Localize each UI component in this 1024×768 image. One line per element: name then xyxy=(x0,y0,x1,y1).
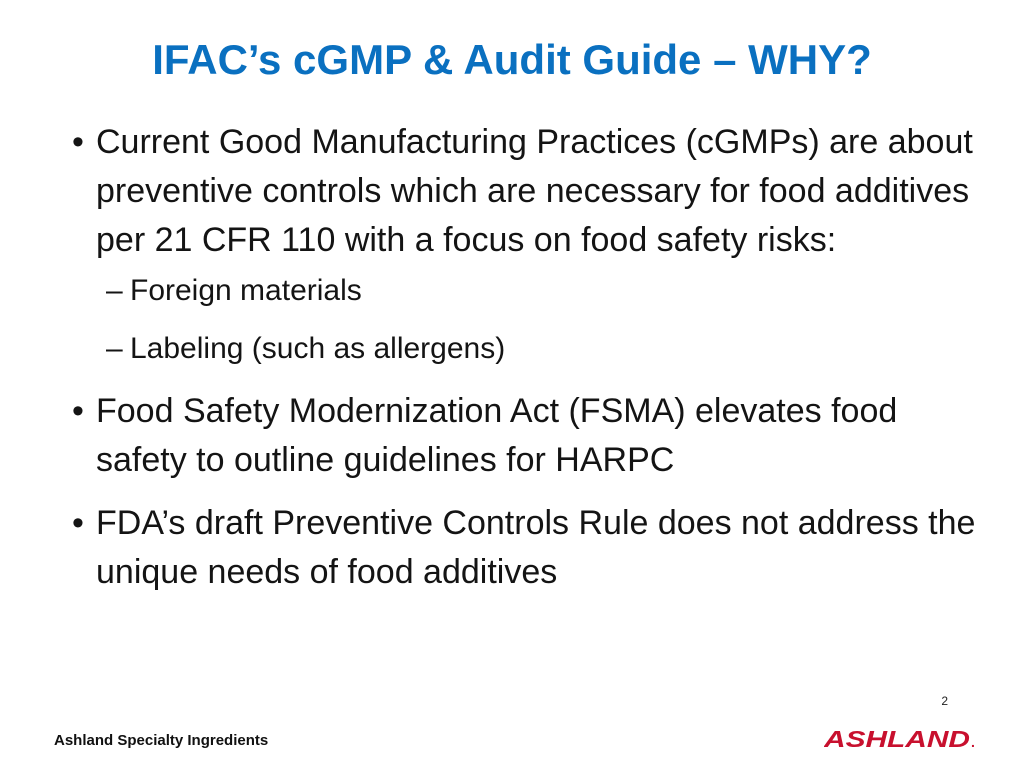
sub-bullet-marker: – xyxy=(106,332,123,365)
bullet-text: Current Good Manufacturing Practices (cGMPs) are about preventive controls which are necessary for food additives per 21 CFR 110 with a focus on food safety risks: xyxy=(96,123,973,259)
bullet-marker: • xyxy=(72,392,84,430)
logo-mark: . xyxy=(971,734,975,750)
sub-bullet-marker: – xyxy=(106,274,123,307)
bullet-text: FDA’s draft Preventive Controls Rule does not address the unique needs of food additives xyxy=(96,504,976,591)
sub-bullet-item xyxy=(72,329,992,369)
slide-title: IFAC’s cGMP & Audit Guide – WHY? xyxy=(152,36,872,83)
bullet-marker: • xyxy=(72,123,84,161)
bullet-item xyxy=(72,118,992,265)
bullet-item xyxy=(72,499,992,597)
sub-bullet-text: Foreign materials xyxy=(130,274,362,307)
page-number: 2 xyxy=(941,694,948,708)
sub-bullet-text: Labeling (such as allergens) xyxy=(130,332,506,365)
footer-company-name: Ashland Specialty Ingredients xyxy=(54,732,269,749)
bullet-marker: • xyxy=(72,504,84,542)
ashland-logo-graphic xyxy=(824,727,980,751)
bullet-text: Food Safety Modernization Act (FSMA) elevates food safety to outline guidelines for HARPC xyxy=(96,392,898,479)
slide-content xyxy=(72,118,992,603)
ashland-logo xyxy=(824,727,980,756)
sub-bullet-item xyxy=(72,271,992,311)
logo-wordmark: ASHLAND xyxy=(824,727,970,751)
bullet-item xyxy=(72,387,992,485)
